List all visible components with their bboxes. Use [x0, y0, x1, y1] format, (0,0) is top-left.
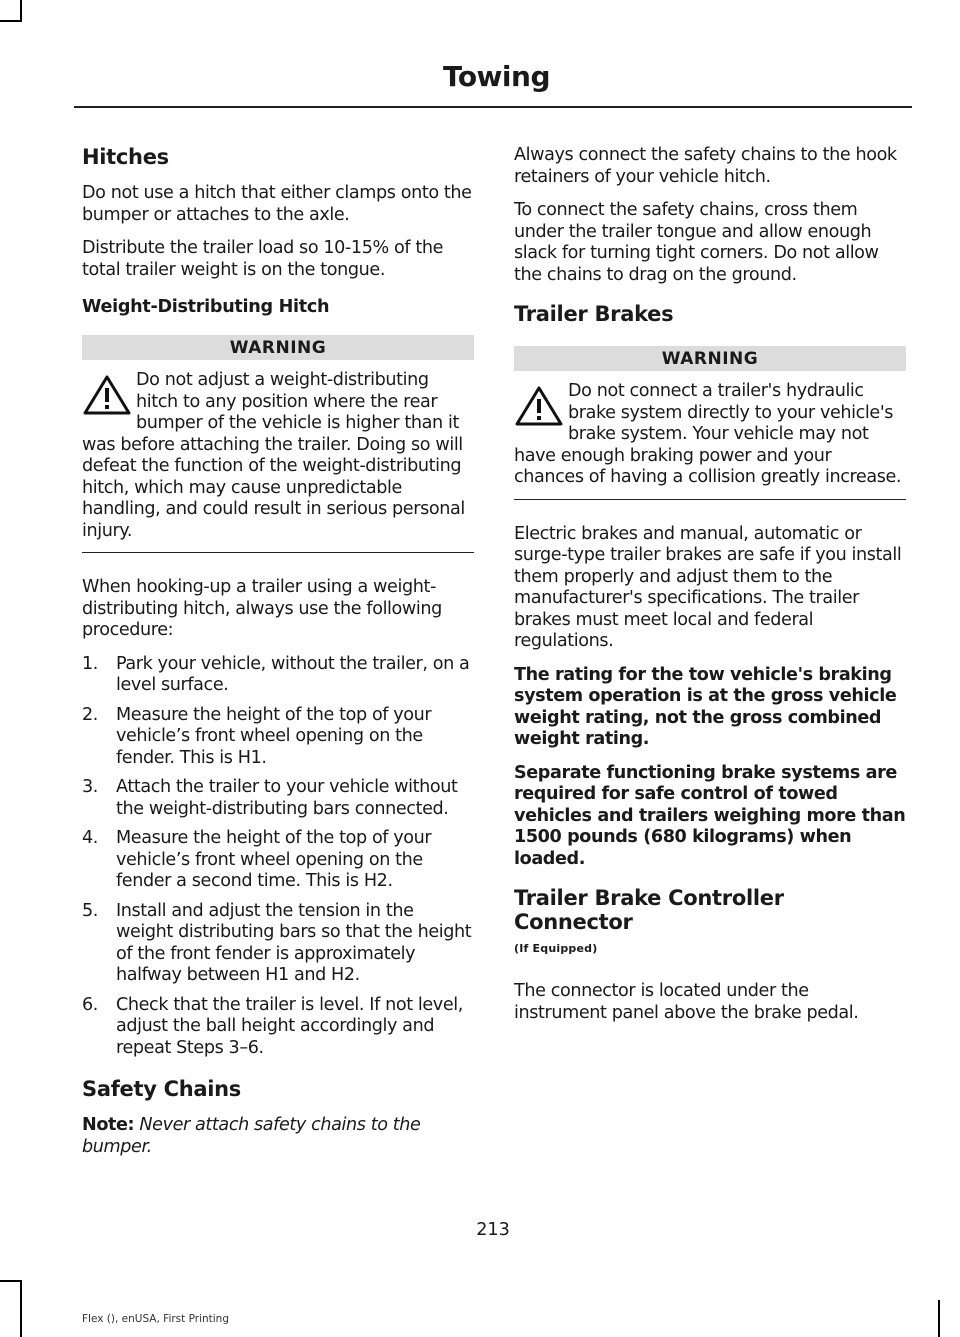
procedure-steps [82, 654, 474, 1060]
page-title: Towing [442, 60, 550, 93]
hitches-paragraph-2: Distribute the trailer load so 10-15% of the total trailer weight is on the tongue. [82, 238, 444, 280]
page-number: 213 [476, 1220, 510, 1240]
safety-chains-heading: Safety Chains [82, 1077, 241, 1101]
if-equipped-label: (If Equipped) [514, 942, 598, 955]
step-number: 5. [82, 900, 98, 921]
list-item [82, 777, 474, 820]
note-text: Never attach safety chains to the bumper. [82, 1115, 421, 1157]
chains-paragraph-2: To connect the safety chains, cross them under the trailer tongue and allow enough slack for turning tight corners. Do not allow the chains to drag on the ground. [514, 200, 879, 285]
warning-triangle-icon [82, 374, 132, 416]
list-item [82, 828, 474, 893]
print-footer: Flex (), enUSA, First Printing [82, 1313, 229, 1325]
crop-mark [20, 1280, 22, 1337]
step-number: 2. [82, 704, 98, 725]
warning-text: Do not connect a trailer's hydraulic brake system directly to your vehicle's brake system. Your vehicle may not have enough braking power and your chances of having a collision greatly increase. [514, 381, 902, 487]
warning-triangle-icon [514, 385, 564, 427]
crop-mark [938, 1300, 940, 1337]
step-text: Install and adjust the tension in the weight distributing bars so that the height of the front fender is approximately halfway between H1 and H2. [116, 900, 472, 985]
step-number: 6. [82, 994, 98, 1015]
list-item [82, 995, 474, 1060]
step-number: 4. [82, 828, 98, 848]
warning-header: WARNING [82, 335, 474, 360]
procedure-intro: When hooking-up a trailer using a weight-distributing hitch, always use the following procedure: [82, 577, 442, 640]
crop-mark [0, 1280, 22, 1282]
brake-controller-heading: Trailer Brake Controller Connector [514, 886, 784, 934]
warning-text: Do not adjust a weight-distributing hitch to any position where the rear bumper of the vehicle is higher than it was before attaching the trailer. Doing so will defeat the function of the weight-distributing hitch, which may cause unpredictable handling, and could result in serious personal injury. [82, 370, 465, 541]
list-item [82, 901, 474, 987]
note-label: Note: [82, 1115, 135, 1135]
brakes-paragraph: Electric brakes and manual, automatic or surge-type trailer brakes are safe if you install them properly and adjust them to the manufacturer's specifications. The trailer brakes must meet local and federal regulations. [514, 523, 902, 651]
right-column [514, 145, 906, 1036]
step-text: Measure the height of the top of your vehicle’s front wheel opening on the fender a second time. This is H2. [116, 828, 432, 891]
connector-location-text: The connector is located under the instrument panel above the brake pedal. [514, 981, 859, 1023]
safety-note [82, 1115, 474, 1158]
chains-paragraph-1: Always connect the safety chains to the hook retainers of your vehicle hitch. [514, 145, 897, 187]
warning-header: WARNING [514, 346, 906, 371]
step-text: Park your vehicle, without the trailer, on a level surface. [116, 653, 470, 695]
step-text: Measure the height of the top of your vehicle’s front wheel opening on the fender. This is H1. [116, 704, 432, 768]
weight-distributing-hitch-heading: Weight-Distributing Hitch [82, 297, 330, 317]
list-item [82, 705, 474, 770]
braking-rating-note: The rating for the tow vehicle's braking system operation is at the gross vehicle weight rating, not the gross combined weight rating. [514, 664, 897, 749]
left-column [82, 145, 474, 1170]
warning-box [82, 360, 474, 553]
hitches-paragraph-1: Do not use a hitch that either clamps onto the bumper or attaches to the axle. [82, 183, 472, 225]
trailer-brakes-heading: Trailer Brakes [514, 302, 674, 326]
step-text: Check that the trailer is level. If not level, adjust the ball height accordingly and repeat Steps 3–6. [116, 994, 463, 1058]
warning-box [514, 371, 906, 500]
crop-mark [0, 20, 22, 22]
step-number: 3. [82, 777, 98, 797]
list-item [82, 654, 474, 697]
crop-mark [20, 0, 22, 22]
separate-brakes-note: Separate functioning brake systems are required for safe control of towed vehicles and trailers weighing more than 1500 pounds (680 kilograms) when loaded. [514, 762, 906, 869]
step-text: Attach the trailer to your vehicle without the weight-distributing bars connected. [116, 777, 458, 819]
hitches-heading: Hitches [82, 145, 169, 169]
step-number: 1. [82, 653, 98, 674]
header-divider [74, 106, 912, 108]
